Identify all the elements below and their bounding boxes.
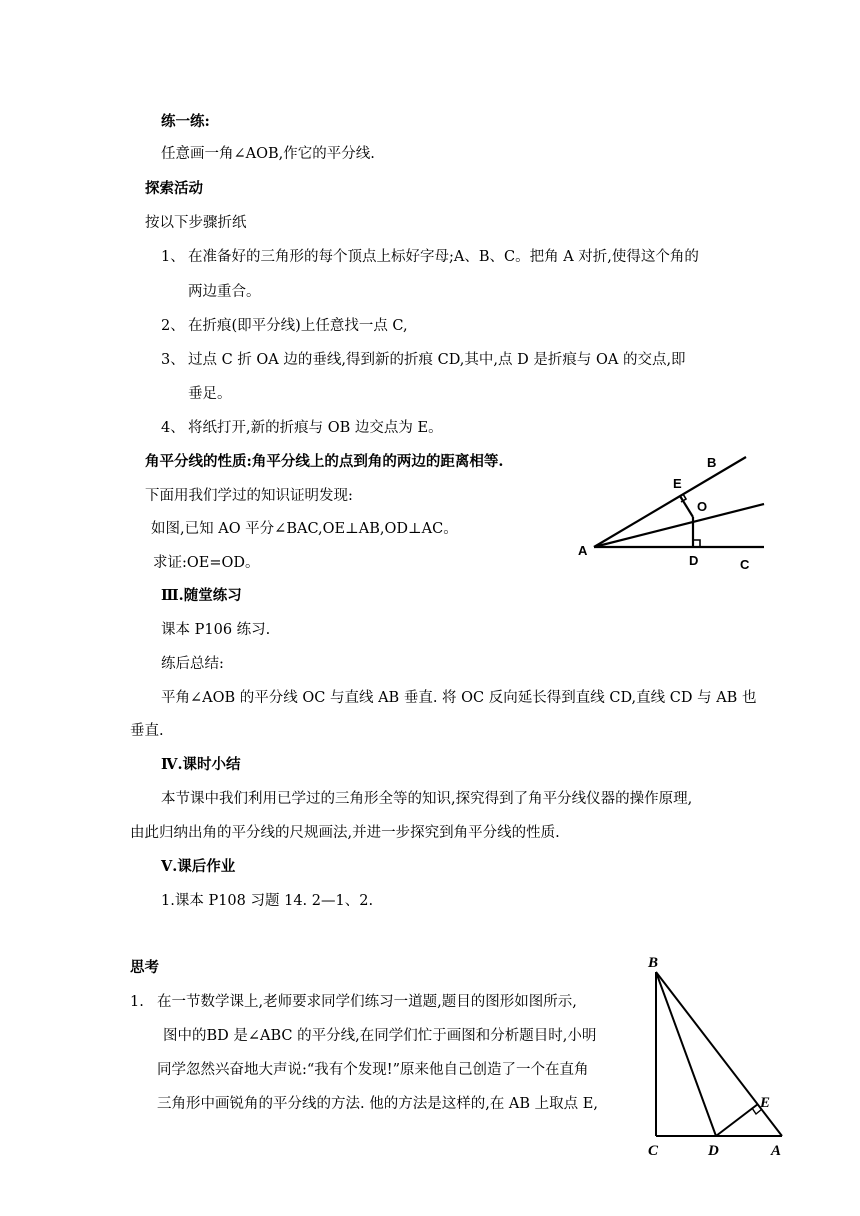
proof-intro: 下面用我们学过的知识证明发现: — [145, 488, 353, 504]
think-heading: 思考 — [130, 959, 159, 976]
label-e: E — [760, 1095, 771, 1111]
label-b: B — [648, 955, 659, 971]
proof-given: 如图,已知 AO 平分∠BAC,OE⊥AB,OD⊥AC。 — [151, 521, 458, 537]
practice-heading: 练一练: — [161, 113, 210, 130]
think-line4: 三角形中画锐角的平分线的方法. 他的方法是这样的,在 AB 上取点 E, — [157, 1096, 598, 1112]
ray-ab — [594, 457, 746, 547]
label-d: D — [708, 1143, 719, 1159]
segment-ba — [656, 972, 782, 1136]
step-2-line1: 在折痕(即平分线)上任意找一点 C, — [188, 318, 408, 334]
think-line1: 在一节数学课上,老师要求同学们练习一道题,题目的图形如图所示, — [157, 994, 577, 1010]
angle-bisector-figure — [570, 445, 770, 575]
summary-heading: Ⅳ.课时小结 — [161, 756, 241, 773]
classwork-line4: 垂直. — [130, 723, 164, 739]
classwork-line2: 练后总结: — [161, 656, 224, 672]
proof-prove: 求证:OE=OD。 — [153, 555, 260, 571]
practice-task: 任意画一角∠AOB,作它的平分线. — [161, 146, 375, 162]
classwork-line1: 课本 P106 练习. — [161, 622, 271, 638]
think-num: 1. — [130, 994, 144, 1010]
think-line2: 图中的BD 是∠ABC 的平分线,在同学们忙于画图和分析题目时,小明 — [163, 1028, 597, 1044]
label-b: B — [707, 455, 717, 470]
step-1-num: 1、 — [161, 249, 185, 265]
homework-line1: 1.课本 P108 习题 14. 2—1、2. — [161, 893, 374, 909]
step-4-line1: 将纸打开,新的折痕与 OB 边交点为 E。 — [188, 420, 443, 436]
homework-heading: Ⅴ.课后作业 — [161, 858, 236, 875]
step-3-line2: 垂足。 — [188, 386, 232, 402]
explore-heading: 探索活动 — [145, 180, 203, 197]
label-e: E — [673, 476, 682, 491]
classwork-line3: 平角∠AOB 的平分线 OC 与直线 AB 垂直. 将 OC 反向延长得到直线 CD,直线 CD 与 AB 也 — [161, 690, 757, 706]
explore-intro: 按以下步骤折纸 — [145, 215, 247, 231]
summary-line2: 由此归纳出角的平分线的尺规画法,并进一步探究到角平分线的性质. — [130, 825, 560, 841]
summary-line1: 本节课中我们利用已学过的三角形全等的知识,探究得到了角平分线仪器的操作原理, — [161, 791, 693, 807]
step-1-line1: 在准备好的三角形的每个顶点上标好字母;A、B、C。把角 A 对折,使得这个角的 — [188, 249, 699, 265]
step-1-line2: 两边重合。 — [188, 284, 261, 300]
step-3-line1: 过点 C 折 OA 边的垂线,得到新的折痕 CD,其中,点 D 是折痕与 OA 的交点,即 — [188, 352, 686, 368]
label-c: C — [648, 1143, 659, 1159]
step-4-num: 4、 — [161, 420, 185, 436]
label-a: A — [578, 543, 588, 558]
segment-bd — [656, 972, 716, 1136]
label-c: C — [740, 557, 750, 572]
step-3-num: 3、 — [161, 352, 185, 368]
label-o: O — [697, 499, 708, 514]
step-2-num: 2、 — [161, 318, 185, 334]
label-a: A — [771, 1143, 782, 1159]
think-line3: 同学忽然兴奋地大声说:“我有个发现!”原来他自己创造了一个在直角 — [157, 1062, 589, 1078]
classwork-heading: Ⅲ.随堂练习 — [161, 587, 242, 604]
label-d: D — [689, 553, 699, 568]
property-statement: 角平分线的性质:角平分线上的点到角的两边的距离相等. — [145, 453, 504, 470]
ray-ao — [594, 504, 764, 547]
right-triangle-figure — [640, 948, 800, 1163]
